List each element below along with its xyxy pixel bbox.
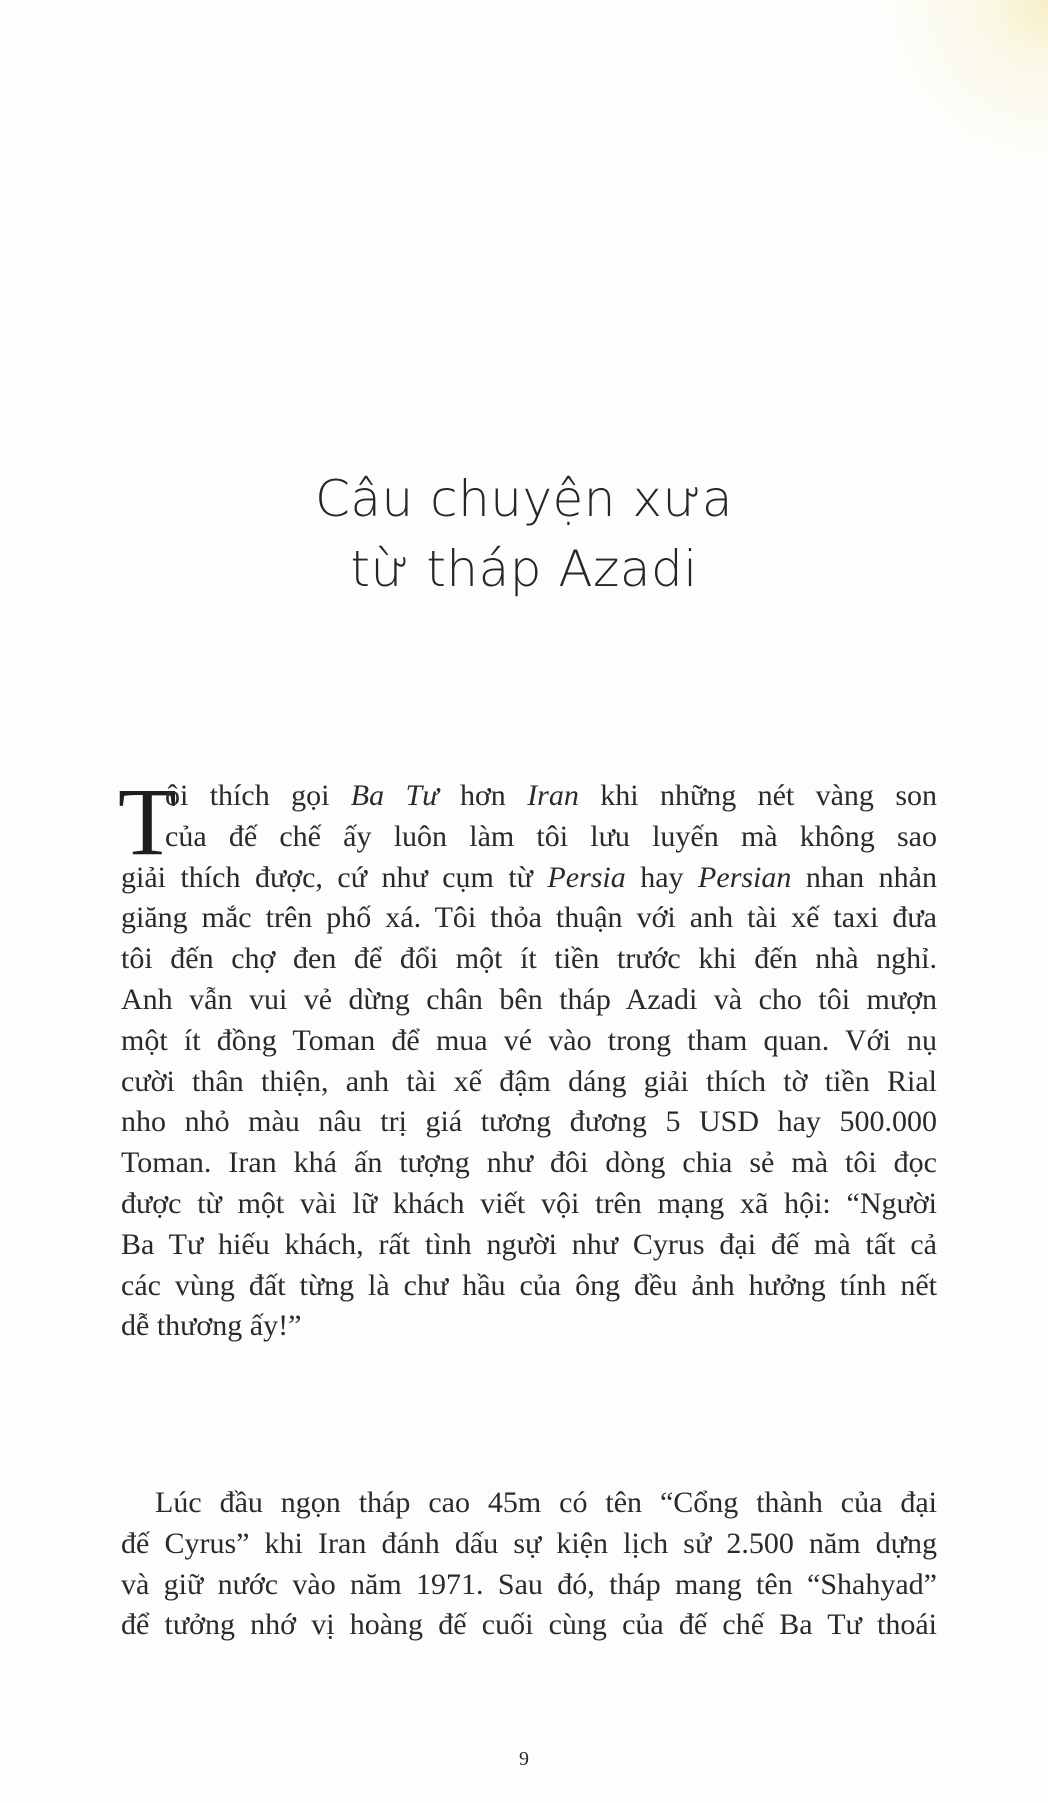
text-line: giăng mắc trên phố xá. Tôi thỏa thuận với anh tài xế taxi đưa — [121, 901, 937, 935]
page-number: 9 — [519, 1748, 529, 1770]
text-line: Toman. Iran khá ấn tượng như đôi dòng chia sẻ mà tôi đọc — [121, 1146, 937, 1180]
chapter-title-line-1: Câu chuyện xưa — [314, 470, 734, 528]
text-line: được từ một vài lữ khách viết vội trên mạng xã hội: “Người — [121, 1187, 937, 1220]
text-line: cười thân thiện, anh tài xế đậm dáng giải thích tờ tiền Rial — [121, 1064, 937, 1098]
text-line: tôi đến chợ đen để đổi một ít tiền trước khi đến nhà nghỉ. — [121, 942, 937, 976]
text-line: dễ thương ấy!” — [121, 1309, 302, 1343]
text-line: để tưởng nhớ vị hoàng đế cuối cùng của đế chế Ba Tư thoái — [121, 1608, 937, 1642]
italic-term: Persian — [698, 860, 792, 894]
italic-term: Persia — [547, 860, 626, 894]
text-line: đế Cyrus” khi Iran đánh dấu sự kiện lịch sử 2.500 năm dựng — [121, 1526, 937, 1560]
italic-term: Iran — [527, 779, 579, 812]
text-line: nho nhỏ màu nâu trị giá tương đương 5 USD hay 500.000 — [121, 1105, 937, 1139]
italic-term: Ba Tư — [350, 779, 439, 812]
text-line: các vùng đất từng là chư hầu của ông đều ảnh hưởng tính nết — [121, 1268, 937, 1302]
text-line: một ít đồng Toman để mua vé vào trong tham quan. Với nụ — [121, 1023, 937, 1057]
text-line: giải thích được, cứ như cụm từ Persia hay Persian nhan nhản — [121, 860, 937, 894]
text-line: của đế chế ấy luôn làm tôi lưu luyến mà không sao — [165, 819, 937, 853]
text-line: Lúc đầu ngọn tháp cao 45m có tên “Cổng thành của đại — [155, 1486, 937, 1519]
chapter-title-line-2: từ tháp Azadi — [350, 540, 698, 598]
text-line: và giữ nước vào năm 1971. Sau đó, tháp mang tên “Shahyad” — [121, 1567, 937, 1601]
text-line: ôi thích gọi Ba Tư hơn Iran khi những nét vàng son — [165, 779, 937, 812]
drop-cap: T — [118, 768, 177, 875]
text-line: Anh vẫn vui vẻ dừng chân bên tháp Azadi và cho tôi mượn — [121, 983, 937, 1016]
text-line: Ba Tư hiếu khách, rất tình người như Cyrus đại đế mà tất cả — [121, 1227, 937, 1261]
